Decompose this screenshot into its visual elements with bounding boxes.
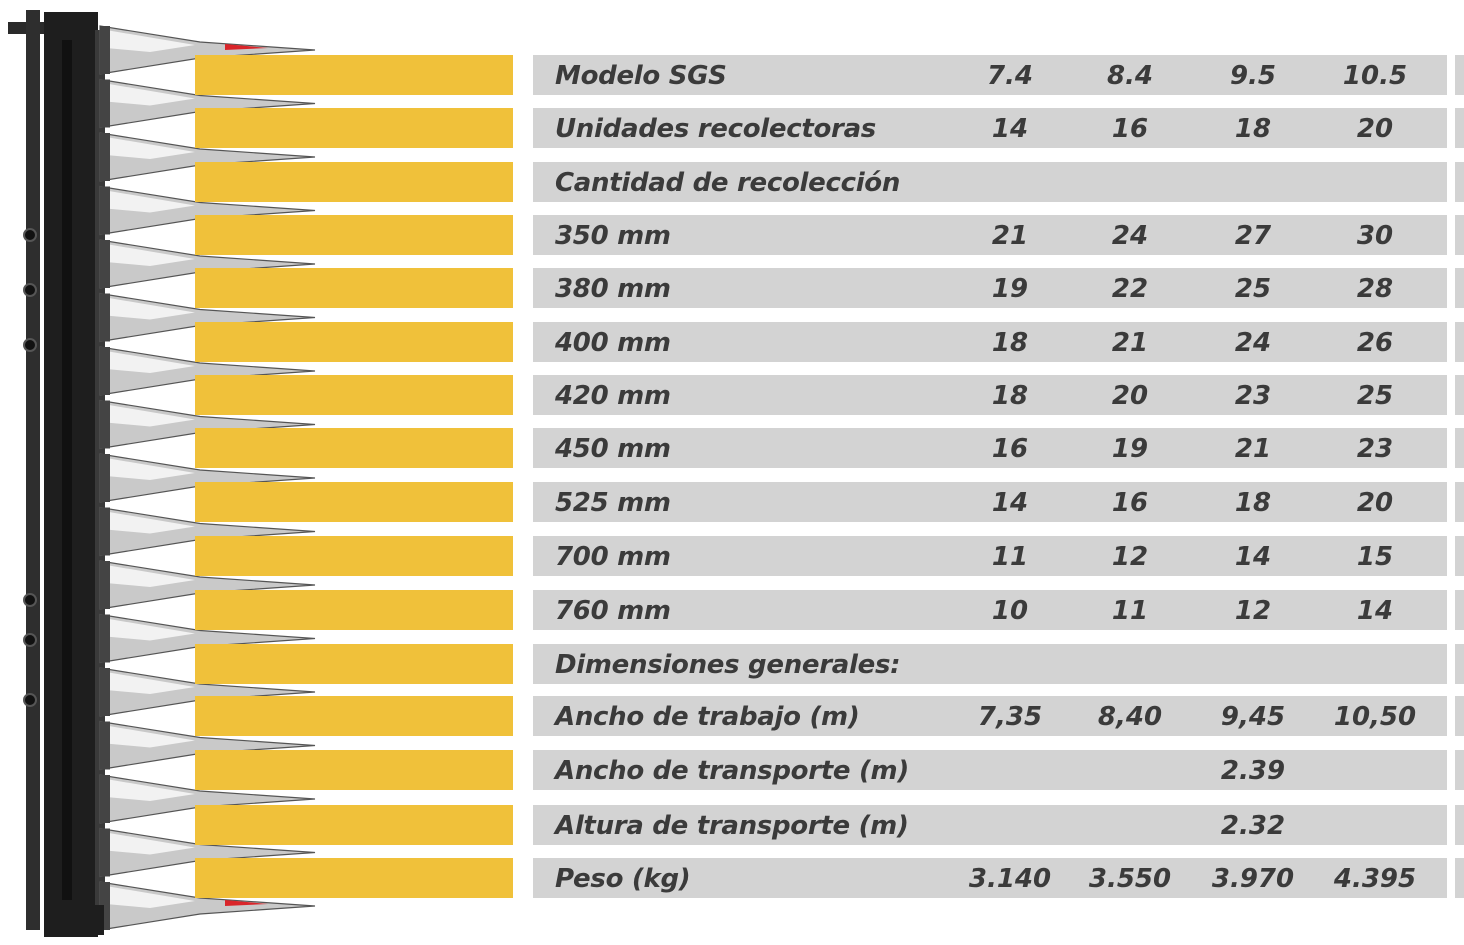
table-row — [0, 805, 1464, 845]
cell-value: 3.550 — [1088, 864, 1172, 894]
row-accent-bar — [195, 644, 513, 684]
cell-value: 3.970 — [1211, 864, 1295, 894]
cell-value: 18 — [1234, 488, 1272, 518]
row-accent-bar — [195, 805, 513, 845]
row-accent-bar — [195, 858, 513, 898]
cell-value: 14 — [991, 488, 1029, 518]
cell-value: 28 — [1356, 274, 1394, 304]
row-label: Ancho de transporte (m) — [555, 756, 909, 786]
row-accent-bar — [195, 108, 513, 148]
row-accent-bar — [195, 482, 513, 522]
row-edge — [1455, 55, 1464, 95]
row-accent-bar — [195, 536, 513, 576]
cell-value: 14 — [1356, 596, 1394, 626]
row-accent-bar — [195, 162, 513, 202]
cell-value: 7,35 — [977, 702, 1043, 732]
row-label: 525 mm — [555, 488, 671, 518]
cell-value: 3.140 — [968, 864, 1052, 894]
row-edge — [1455, 805, 1464, 845]
cell-value: 21 — [1234, 434, 1272, 464]
cell-value: 10.5 — [1342, 61, 1408, 91]
cell-value: 11 — [991, 542, 1029, 572]
table-row — [0, 590, 1464, 630]
cell-value: 25 — [1234, 274, 1272, 304]
row-accent-bar — [195, 696, 513, 736]
cell-value: 18 — [991, 328, 1029, 358]
cell-value: 21 — [1111, 328, 1149, 358]
cell-value: 16 — [1111, 114, 1149, 144]
cell-value: 10 — [991, 596, 1029, 626]
cell-value: 21 — [991, 221, 1029, 251]
cell-value: 23 — [1356, 434, 1394, 464]
row-edge — [1455, 268, 1464, 308]
row-accent-bar — [195, 375, 513, 415]
row-accent-bar — [195, 215, 513, 255]
row-edge — [1455, 375, 1464, 415]
row-edge — [1455, 858, 1464, 898]
table-row — [0, 108, 1464, 148]
row-edge — [1455, 322, 1464, 362]
cell-value: 14 — [991, 114, 1029, 144]
row-edge — [1455, 428, 1464, 468]
cell-value: 16 — [991, 434, 1029, 464]
row-label: 700 mm — [555, 542, 671, 572]
section-row — [0, 644, 1464, 684]
row-accent-bar — [195, 750, 513, 790]
row-accent-bar — [195, 428, 513, 468]
cell-value: 20 — [1111, 381, 1149, 411]
table-row — [0, 482, 1464, 522]
cell-value: 24 — [1234, 328, 1272, 358]
row-edge — [1455, 215, 1464, 255]
cell-value: 7.4 — [986, 61, 1034, 91]
table-row — [0, 696, 1464, 736]
cell-value: 16 — [1111, 488, 1149, 518]
row-label: Altura de transporte (m) — [555, 811, 909, 841]
table-row — [0, 536, 1464, 576]
cell-value: 4.395 — [1333, 864, 1417, 894]
cell-value: 20 — [1356, 114, 1394, 144]
row-label: Unidades recolectoras — [555, 114, 876, 144]
cell-value: 11 — [1111, 596, 1149, 626]
row-label: 420 mm — [555, 381, 671, 411]
cell-value: 2.32 — [1220, 811, 1286, 841]
cell-value: 24 — [1111, 221, 1149, 251]
cell-value: 12 — [1234, 596, 1272, 626]
table-row — [0, 55, 1464, 95]
row-edge — [1455, 108, 1464, 148]
table-row — [0, 215, 1464, 255]
section-heading: Dimensiones generales: — [555, 650, 901, 680]
cell-value: 25 — [1356, 381, 1394, 411]
cell-value: 10,50 — [1333, 702, 1417, 732]
table-row — [0, 428, 1464, 468]
row-edge — [1455, 536, 1464, 576]
cell-value: 9,45 — [1220, 702, 1286, 732]
cell-value: 30 — [1356, 221, 1394, 251]
row-label: Peso (kg) — [555, 864, 691, 894]
cell-value: 15 — [1356, 542, 1394, 572]
row-accent-bar — [195, 55, 513, 95]
row-edge — [1455, 590, 1464, 630]
row-label: Modelo SGS — [555, 61, 727, 91]
cell-value: 9.5 — [1229, 61, 1277, 91]
row-accent-bar — [195, 268, 513, 308]
cell-value: 2.39 — [1220, 756, 1286, 786]
row-label: 760 mm — [555, 596, 671, 626]
section-row — [0, 162, 1464, 202]
cell-value: 19 — [991, 274, 1029, 304]
cell-value: 23 — [1234, 381, 1272, 411]
cell-value: 8.4 — [1106, 61, 1154, 91]
table-row — [0, 375, 1464, 415]
row-edge — [1455, 162, 1464, 202]
table-row — [0, 750, 1464, 790]
row-label: 350 mm — [555, 221, 671, 251]
row-edge — [1455, 750, 1464, 790]
row-edge — [1455, 696, 1464, 736]
table-row — [0, 858, 1464, 898]
table-row — [0, 322, 1464, 362]
row-label: Ancho de trabajo (m) — [555, 702, 860, 732]
cell-value: 27 — [1234, 221, 1272, 251]
row-label: 380 mm — [555, 274, 671, 304]
cell-value: 12 — [1111, 542, 1149, 572]
row-label: 450 mm — [555, 434, 671, 464]
table-row — [0, 268, 1464, 308]
row-edge — [1455, 482, 1464, 522]
cell-value: 20 — [1356, 488, 1394, 518]
cell-value: 14 — [1234, 542, 1272, 572]
cell-value: 18 — [991, 381, 1029, 411]
row-label: 400 mm — [555, 328, 671, 358]
cell-value: 26 — [1356, 328, 1394, 358]
cell-value: 19 — [1111, 434, 1149, 464]
cell-value: 22 — [1111, 274, 1149, 304]
cell-value: 18 — [1234, 114, 1272, 144]
cell-value: 8,40 — [1097, 702, 1163, 732]
section-heading: Cantidad de recolección — [555, 168, 901, 198]
row-accent-bar — [195, 590, 513, 630]
row-accent-bar — [195, 322, 513, 362]
row-edge — [1455, 644, 1464, 684]
